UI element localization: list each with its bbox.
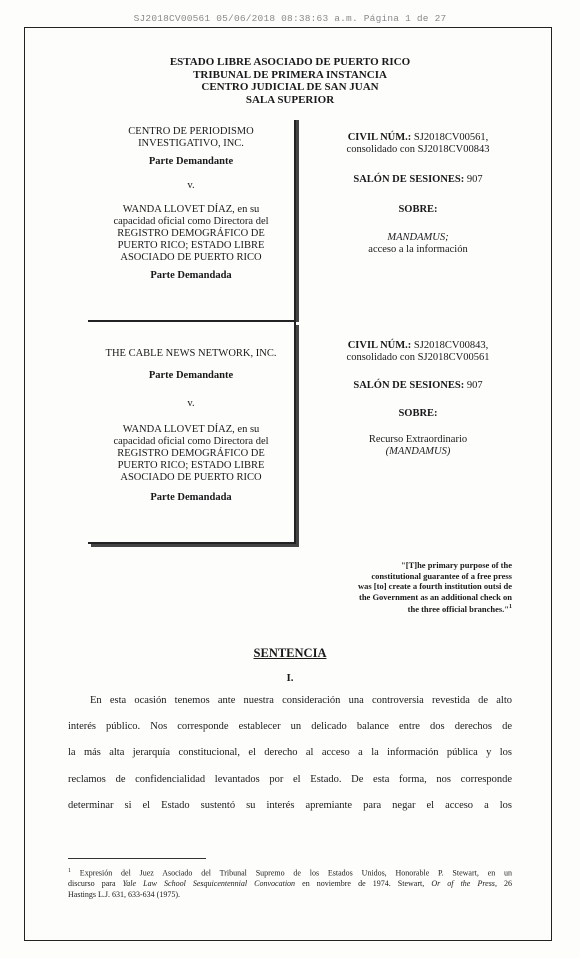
case1-plaintiff: INVESTIGATIVO, INC. [138, 138, 244, 149]
case1-defendant: WANDA LLOVET DÍAZ, en su [122, 204, 260, 215]
epigraph-quote [300, 560, 512, 614]
footnote-text: Yale Law School Sesquicentennial Convocation [122, 879, 296, 889]
epigraph-line: the Government as an additional check on [358, 591, 512, 602]
body-paragraph [68, 688, 512, 819]
case2-consolidated: consolidado con SJ2018CV00561 [346, 352, 490, 363]
case2-details [308, 340, 528, 458]
footnote-text: , 26 [494, 879, 513, 889]
footnote-reference: 1 [509, 604, 512, 610]
case1-defendant: PUERTO RICO; ESTADO LIBRE [117, 240, 265, 251]
court-header [0, 56, 580, 106]
case1-parties-box [88, 120, 296, 322]
case1-defendant: ASOCIADO DE PUERTO RICO [120, 252, 262, 263]
footnote-text: Expresión del Juez Asociado del Tribunal Supremo de los Estados Unidos, Honorable P. Stewart, en un [71, 868, 512, 878]
case1-subject: MANDAMUS; [387, 232, 449, 243]
court-line: ESTADO LIBRE ASOCIADO DE PUERTO RICO [169, 56, 411, 68]
epigraph-line: was [to] create a fourth institution outsi de [357, 581, 512, 591]
case1-civil-label: CIVIL NÚM.: [347, 132, 412, 143]
case1-defendant: REGISTRO DEMOGRÁFICO DE [117, 228, 265, 239]
case1-sobre-label: SOBRE: [398, 204, 438, 215]
court-line: CENTRO JUDICIAL DE SAN JUAN [201, 81, 379, 93]
case2-defendant: ASOCIADO DE PUERTO RICO [120, 472, 262, 483]
footnote [68, 866, 512, 900]
body-line: determinar si el Estado sustentó su interés apremiante para negar el acceso a los [68, 799, 512, 811]
footnote-text: discurso para [68, 879, 123, 889]
case2-sobre-label: SOBRE: [398, 408, 438, 419]
epigraph-line: constitutional guarantee of a free press [371, 570, 512, 581]
case2-versus: v. [187, 398, 195, 409]
case2-plaintiff-role: Parte Demandante [148, 370, 234, 381]
body-line: interés público. Nos corresponde establecer un delicado balance entre dos derechos de [68, 721, 512, 733]
body-line: la más alta jerarquía constitucional, el derecho al acceso a la información pública y los [68, 747, 512, 759]
case2-defendant-role: Parte Demandada [150, 492, 232, 503]
case2-defendant: PUERTO RICO; ESTADO LIBRE [117, 460, 265, 471]
section-number: I. [286, 672, 294, 684]
case1-details [308, 132, 528, 256]
case1-salon-label: SALÓN DE SESIONES: [353, 174, 465, 185]
footnote-mark: 1 [68, 868, 71, 874]
case2-parties-box [88, 322, 296, 544]
epigraph-line: the three official branches." [407, 603, 509, 614]
court-line: SALA SUPERIOR [245, 93, 335, 106]
case2-salon-number: 907 [464, 380, 483, 391]
body-line: En esta ocasión tenemos ante nuestra consideración una controversia revestida de alto [90, 695, 512, 706]
case1-salon-number: 907 [464, 174, 483, 185]
body-line: reclamos de confidencialidad levantados por el Estado. De esta forma, nos corresponde [68, 773, 512, 785]
filing-stamp: SJ2018CV00561 05/06/2018 08:38:63 a.m. Página 1 de 27 [133, 13, 447, 24]
case1-subject: acceso a la información [368, 244, 468, 255]
case2-salon-label: SALÓN DE SESIONES: [353, 380, 465, 391]
case2-defendant: capacidad oficial como Directora del [113, 436, 269, 447]
case2-civil-number: SJ2018CV00843, [411, 340, 489, 351]
case1-civil-number: SJ2018CV00561, [411, 132, 489, 143]
case1-consolidated: consolidado con SJ2018CV00843 [346, 144, 490, 155]
case2-plaintiff: THE CABLE NEWS NETWORK, INC. [105, 348, 277, 359]
footnote-text: Hastings L.J. 631, 633-634 (1975). [68, 889, 180, 899]
case1-plaintiff: CENTRO DE PERIODISMO [128, 126, 254, 137]
footnote-text: Or of the Press [431, 879, 495, 889]
case2-defendant: REGISTRO DEMOGRÁFICO DE [117, 448, 265, 459]
footnote-text: en noviembre de 1974. Stewart, [295, 879, 432, 889]
epigraph-line: "[T]he primary purpose of the [401, 560, 512, 570]
case2-subject: (MANDAMUS) [385, 446, 451, 457]
case1-defendant-role: Parte Demandada [150, 270, 232, 281]
case1-defendant: capacidad oficial como Directora del [113, 216, 269, 227]
document-title: SENTENCIA [253, 646, 327, 660]
case2-subject: Recurso Extraordinario [368, 434, 468, 445]
court-line: TRIBUNAL DE PRIMERA INSTANCIA [193, 68, 387, 81]
case1-plaintiff-role: Parte Demandante [148, 156, 234, 167]
case2-civil-label: CIVIL NÚM.: [347, 340, 412, 351]
case2-defendant: WANDA LLOVET DÍAZ, en su [122, 424, 260, 435]
case1-versus: v. [187, 180, 195, 191]
footnote-divider [68, 858, 206, 859]
